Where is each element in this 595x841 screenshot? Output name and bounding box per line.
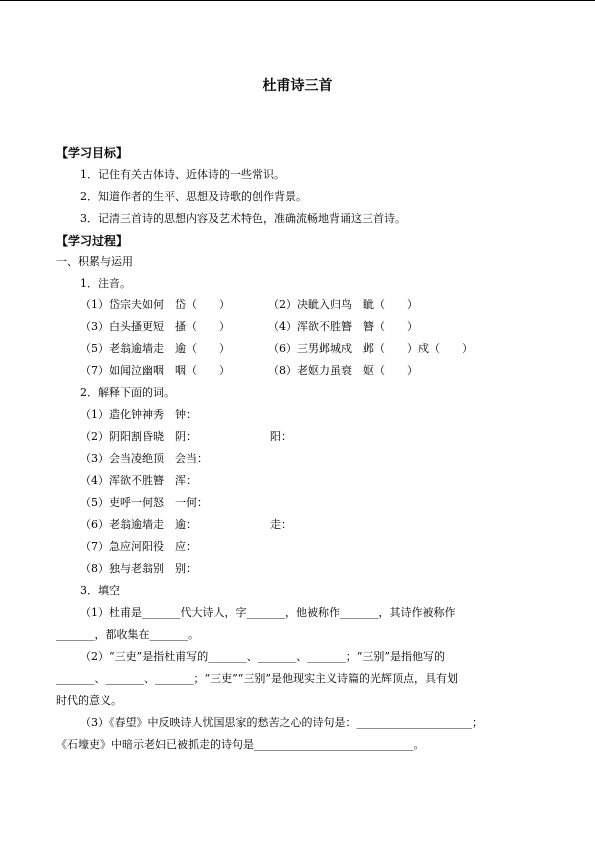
pinyin-item: （5）老翁逾墙走 逾（ ） — [80, 342, 230, 355]
fill-blank-line: （1）杜甫是_______代大诗人，字_______，他被称作_______，其诗作被称作 — [80, 606, 456, 619]
fill-blank-line: _______、_______、_______；“三吏”“三别”是他现实主义诗篇的光辉顶点，具有划 — [56, 672, 458, 685]
definition-item: （1）造化钟神秀 钟： — [80, 408, 197, 421]
definition-item: （8）独与老翁别 别： — [80, 562, 197, 575]
process-heading: 【学习过程】 — [56, 234, 129, 248]
pinyin-item: （4）浑欲不胜簪 簪（ ） — [268, 320, 418, 333]
definition-item-extra: 阳： — [270, 430, 292, 443]
definition-item: （2）阴阳割昏晓 阴： — [80, 430, 197, 443]
definition-item: （4）浑欲不胜簪 浑： — [80, 474, 197, 487]
goal-item: 3．记清三首诗的思想内容及艺术特色，准确流畅地背诵这三首诗。 — [80, 212, 406, 225]
fill-blank-line: （3）《春望》中反映诗人忧国思家的愁苦之心的诗句是：_____________________； — [80, 716, 483, 729]
definition-item: （6）老翁逾墙走 逾： — [80, 518, 197, 531]
pinyin-item: （6）三男邺城戍 邺（ ）戍（ ） — [268, 342, 473, 355]
pinyin-item: （7）如闻泣幽咽 咽（ ） — [80, 364, 230, 377]
pinyin-item: （2）决眦入归鸟 眦（ ） — [268, 298, 418, 311]
question-1-label: 1．注音。 — [80, 277, 131, 290]
page-title: 杜甫诗三首 — [262, 78, 333, 94]
goal-item: 2．知道作者的生平、思想及诗歌的创作背景。 — [80, 190, 307, 203]
pinyin-item: （1）岱宗夫如何 岱（ ） — [80, 298, 230, 311]
fill-blank-line: 《石壕吏》中暗示老妇已被抓走的诗句是_____________________________。 — [56, 738, 425, 751]
section-heading: 一、积累与运用 — [56, 255, 133, 268]
definition-item: （7）急应河阳役 应： — [80, 540, 197, 553]
fill-blank-line: （2）“三吏”是指杜甫写的_______、_______、_______；“三别”是指他写的 — [80, 650, 445, 663]
fill-blank-line: _______，都收集在_______。 — [56, 628, 199, 641]
goal-item: 1．记住有关古体诗、近体诗的一些常识。 — [80, 168, 285, 181]
pinyin-item: （3）白头搔更短 搔（ ） — [80, 320, 230, 333]
question-2-label: 2．解释下面的词。 — [80, 386, 175, 399]
definition-item-extra: 走： — [270, 518, 292, 531]
fill-blank-line: 时代的意义。 — [56, 694, 122, 707]
goals-heading: 【学习目标】 — [56, 146, 129, 160]
pinyin-item: （8）老妪力虽衰 妪（ ） — [268, 364, 418, 377]
definition-item: （5）吏呼一何怒 一何： — [80, 496, 208, 509]
definition-item: （3）会当凌绝顶 会当： — [80, 452, 208, 465]
page-top-rule — [0, 0, 595, 1]
question-3-label: 3．填空 — [80, 584, 120, 597]
